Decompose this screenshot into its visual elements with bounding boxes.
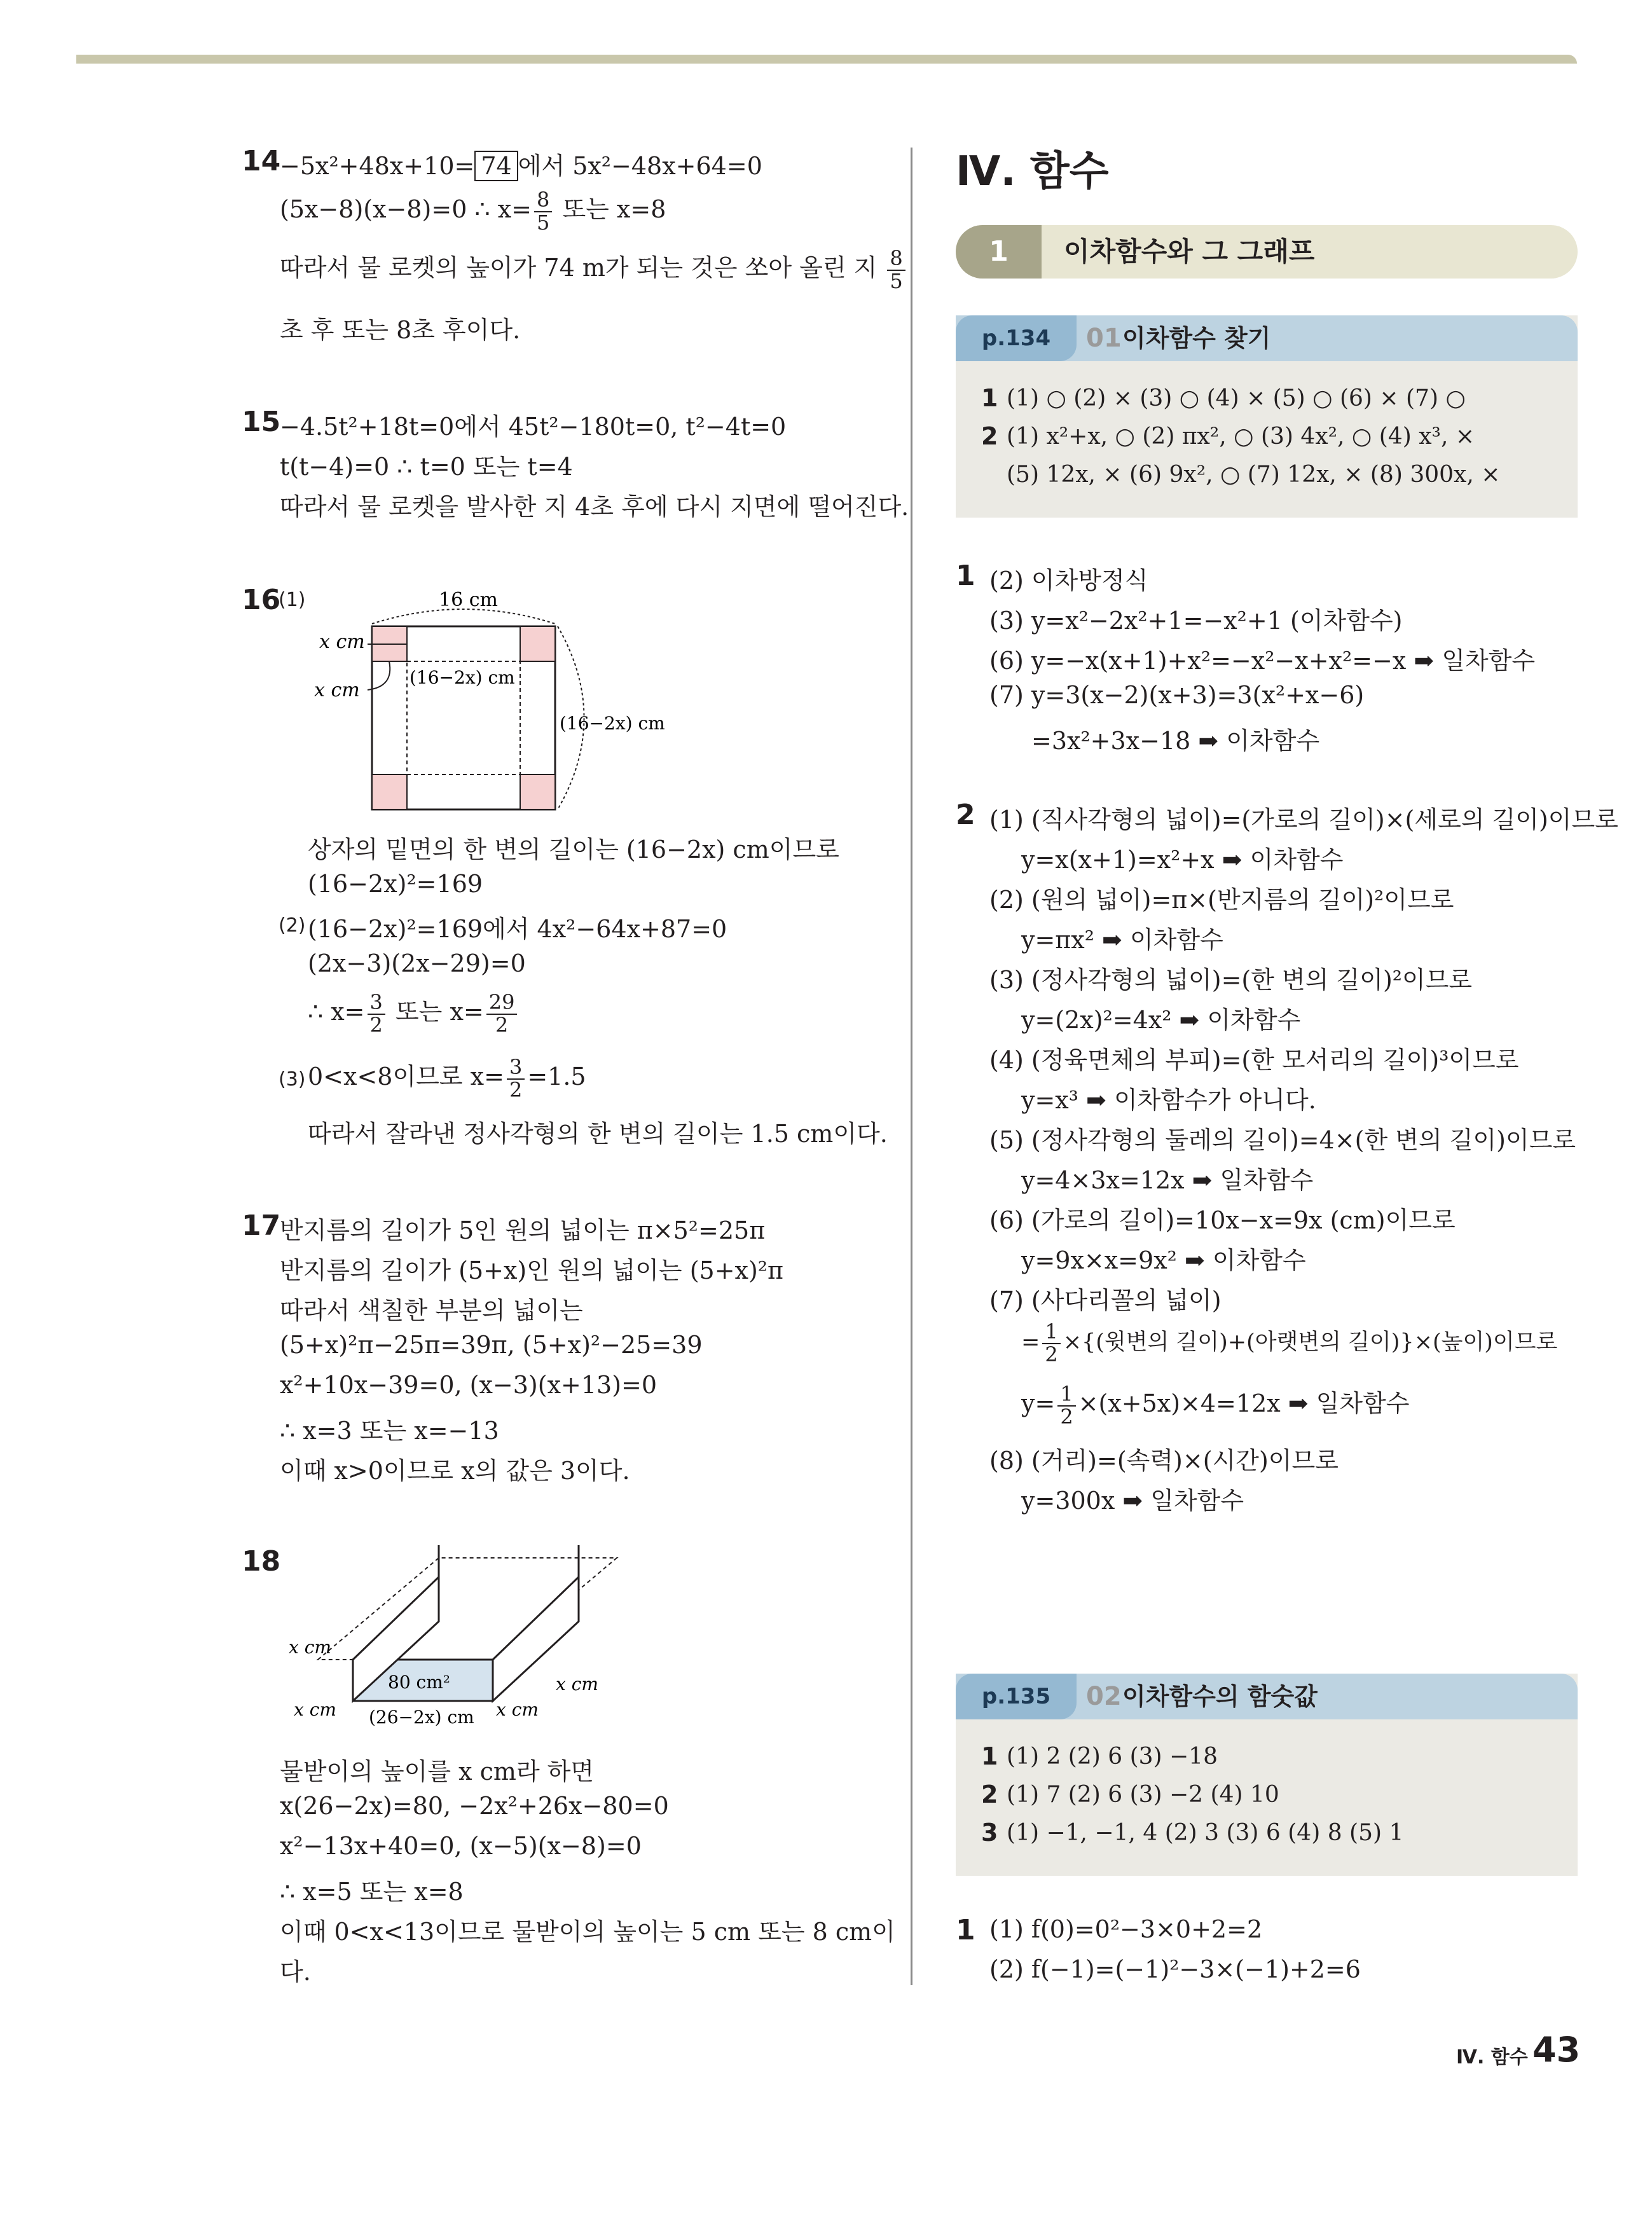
problem-15-number: 15 [242,406,281,438]
answer-box-01 [956,315,1578,518]
box2-r1-num: 1 [981,1742,998,1770]
answer-box-02-title: 이차함수의 함숫값 [1122,1683,1318,1710]
p14-line2 [280,189,666,233]
s2-line17: y=300x ➡ 일차함수 [1021,1487,1244,1515]
box1-r2-num: 2 [981,422,998,450]
box1-r1-num: 1 [981,384,998,412]
gutter-diagram [280,1545,636,1736]
label-bottom: (26−2x) cm [369,1707,474,1728]
s2-line10: y=4×3x=12x ➡ 일차함수 [1021,1166,1314,1194]
answer-box-02-num: 02 [1086,1682,1122,1711]
label-area: 80 cm² [388,1672,450,1693]
p15-line1: −4.5t²+18t=0에서 45t²−180t=0, t²−4t=0 [280,413,787,441]
p14-frac2-den: 5 [890,268,903,293]
s2-line4: y=πx² ➡ 이차함수 [1021,926,1223,954]
p16-frac1-den: 2 [369,1012,383,1037]
section-number: 1 [956,225,1042,279]
s2-frac1 [1042,1321,1060,1365]
answer-box-02-page: p.135 [956,1674,1077,1719]
s2-line15-a: y= [1021,1389,1056,1418]
solution-3-number: 1 [956,1914,975,1946]
box1-row1: (1) ○ (2) × (3) ○ (4) × (5) ○ (6) × (7) ○ [1007,385,1466,411]
s2-line15-b: ×(x+5x)×4=12x ➡ 일차함수 [1078,1389,1410,1418]
s2-line1: (1) (직사각형의 넓이)=(가로의 길이)×(세로의 길이)이므로 [989,806,1618,834]
p18-line1: 물받이의 높이를 x cm라 하면 [280,1758,595,1786]
s1-line1: (2) 이차방정식 [989,567,1148,595]
s1-line2: (3) y=x²−2x²+1=−x²+1 (이차함수) [989,607,1403,635]
p16-frac1 [368,992,385,1036]
p14-frac2 [887,248,905,292]
box2-row2: (1) 7 (2) 6 (3) −2 (4) 10 [1007,1782,1279,1808]
p18-line6: 다. [280,1958,311,1986]
top-decorative-bar [76,55,1577,64]
s2-line15 [1021,1384,1410,1428]
p14-line1-a: −5x²+48x+10= [280,152,475,180]
p16-frac2-num: 29 [486,992,518,1015]
box-net-diagram [305,582,665,817]
x-arrow-side [368,661,390,690]
s2-line13: (7) (사다리꼴의 넓이) [989,1286,1222,1314]
p16-sub3: (3) [279,1068,306,1091]
box2-row3: (1) −1, −1, 4 (2) 3 (3) 6 (4) 8 (5) 1 [1007,1820,1404,1846]
box2-row1: (1) 2 (2) 6 (3) −18 [1007,1744,1218,1770]
label-right-side: (16−2x) cm [560,713,665,734]
s2-frac2 [1057,1384,1075,1428]
label-xcm-1: x cm [319,631,365,653]
p16-line1: 상자의 밑면의 한 변의 길이는 (16−2x) cm이므로 [308,836,839,864]
s2-line14-b: ×{(윗변의 길이)+(아랫변의 길이)}×(높이)이므로 [1063,1330,1558,1356]
p16-line7: 따라서 잘라낸 정사각형의 한 변의 길이는 1.5 cm이다. [308,1120,888,1148]
p16-line3: (16−2x)²=169에서 4x²−64x+87=0 [308,915,727,943]
p17-line3: 따라서 색칠한 부분의 넓이는 [280,1297,583,1325]
p14-line4: 초 후 또는 8초 후이다. [280,316,521,344]
p14-line3-a: 따라서 물 로켓의 높이가 74 m가 되는 것은 쏘아 올린 지 [280,254,885,282]
s1-line4: (7) y=3(x−2)(x+3)=3(x²+x−6) [989,681,1365,709]
p16-line2: (16−2x)²=169 [308,870,483,898]
label-xcm-right-2: x cm [496,1699,539,1720]
p16-sub2: (2) [279,914,306,937]
problem-17-number: 17 [242,1209,281,1242]
p16-line4: (2x−3)(2x−29)=0 [308,949,526,977]
p14-frac1-den: 5 [537,210,550,235]
s2-line12: y=9x×x=9x² ➡ 이차함수 [1021,1246,1306,1274]
s2-line14 [1021,1321,1557,1365]
p17-line2: 반지름의 길이가 (5+x)인 원의 넓이는 (5+x)²π [280,1256,784,1284]
box1-row2: (1) x²+x, ○ (2) πx², ○ (3) 4x², ○ (4) x³, × [1007,423,1475,450]
p16-line6 [308,1057,586,1101]
section-bar [956,225,1578,279]
corner-square-bl [372,774,407,809]
s2-line3: (2) (원의 넓이)=π×(반지름의 길이)²이므로 [989,886,1454,914]
p14-line3 [280,248,908,292]
s2-line14-a: = [1021,1330,1040,1356]
s3-line2: (2) f(−1)=(−1)²−3×(−1)+2=6 [989,1955,1361,1983]
answer-box-02 [956,1674,1578,1876]
p16-line5-a: ∴ x= [308,998,365,1026]
s2-line16: (8) (거리)=(속력)×(시간)이므로 [989,1447,1339,1475]
p16-frac2 [486,992,518,1036]
p18-line3: x²−13x+40=0, (x−5)(x−8)=0 [280,1832,642,1860]
s1-line5: =3x²+3x−18 ➡ 이차함수 [1031,727,1320,755]
p14-frac2-num: 8 [887,248,905,271]
s2-line9: (5) (정사각형의 둘레의 길이)=4×(한 변의 길이)이므로 [989,1126,1576,1154]
footer-section: Ⅳ. 함수 [1456,2046,1528,2068]
problem-18-number: 18 [242,1545,281,1578]
s2-frac1-den: 2 [1045,1342,1058,1366]
p15-line2: t(t−4)=0 ∴ t=0 또는 t=4 [280,453,573,481]
answer-box-02-header [956,1674,1578,1719]
p14-line1-b: 에서 5x²−48x+64=0 [518,152,762,180]
label-inner-side: (16−2x) cm [410,667,515,688]
answer-box-01-page: p.134 [956,315,1077,361]
p14-line1 [280,146,762,181]
p16-line6-a: 0<x<8이므로 x= [308,1063,504,1091]
corner-square-tr [520,626,555,661]
label-xcm-2: x cm [314,679,360,701]
p16-frac1-num: 3 [368,992,385,1015]
p16-line5 [308,992,520,1036]
answer-box-01-num: 01 [1086,324,1122,353]
label-xcm-right-1: x cm [556,1674,598,1695]
p16-frac3 [507,1057,525,1101]
section-title: 이차함수와 그 그래프 [1064,236,1315,267]
p16-frac2-den: 2 [495,1012,509,1037]
p17-line5: x²+10x−39=0, (x−3)(x+13)=0 [280,1371,657,1399]
p18-line4: ∴ x=5 또는 x=8 [280,1878,464,1906]
problem-14-number: 14 [242,145,281,177]
p18-line5: 이때 0<x<13이므로 물받이의 높이는 5 cm 또는 8 cm이 [280,1918,895,1946]
top-brace [372,609,555,624]
s2-line5: (3) (정사각형의 넓이)=(한 변의 길이)²이므로 [989,966,1473,994]
answer-box-01-header [956,315,1578,361]
s2-line6: y=(2x)²=4x² ➡ 이차함수 [1021,1006,1301,1034]
s2-frac2-num: 1 [1057,1384,1075,1407]
label-16cm: 16 cm [439,589,498,611]
label-xcm-left-2: x cm [294,1699,336,1720]
corner-square-br [520,774,555,809]
s2-line2: y=x(x+1)=x²+x ➡ 이차함수 [1021,846,1344,874]
s2-line8: y=x³ ➡ 이차함수가 아니다. [1021,1086,1316,1114]
s2-frac2-den: 2 [1060,1404,1073,1429]
p14-line2-b: 또는 x=8 [554,195,666,224]
p17-line1: 반지름의 길이가 5인 원의 넓이는 π×5²=25π [280,1216,766,1244]
p17-line4: (5+x)²π−25π=39π, (5+x)²−25=39 [280,1331,703,1359]
box2-r3-num: 3 [981,1819,998,1847]
solution-2-number: 2 [956,799,975,831]
chapter-title: Ⅳ. 함수 [956,148,1109,195]
p17-line7: 이때 x>0이므로 x의 값은 3이다. [280,1457,630,1485]
s1-line3: (6) y=−x(x+1)+x²=−x²−x+x²=−x ➡ 일차함수 [989,647,1536,675]
p18-line2: x(26−2x)=80, −2x²+26x−80=0 [280,1792,669,1820]
s3-line1: (1) f(0)=0²−3×0+2=2 [989,1915,1263,1943]
s2-line7: (4) (정육면체의 부피)=(한 모서리의 길이)³이므로 [989,1046,1519,1074]
p16-line5-b: 또는 x= [387,998,484,1026]
p16-sub1: (1) [279,589,306,611]
box1-row3: (5) 12x, × (6) 9x², ○ (7) 12x, × (8) 300x, × [1007,462,1501,488]
box2-r2-num: 2 [981,1780,998,1808]
p14-answer-box: 74 [474,151,518,181]
solution-1-number: 1 [956,560,975,592]
page-number: 43 [1532,2030,1581,2070]
p14-frac1 [534,189,552,233]
problem-16-number: 16 [242,584,281,616]
p16-frac3-num: 3 [507,1057,525,1080]
column-divider [911,148,912,1985]
p16-line6-b: =1.5 [527,1063,586,1091]
p14-frac1-num: 8 [534,189,552,212]
p17-line6: ∴ x=3 또는 x=−13 [280,1417,499,1445]
s2-line11: (6) (가로의 길이)=10x−x=9x (cm)이므로 [989,1206,1456,1234]
p16-frac3-den: 2 [509,1077,523,1102]
s2-frac1-num: 1 [1042,1321,1060,1344]
p14-line2-a: (5x−8)(x−8)=0 ∴ x= [280,195,532,224]
answer-box-01-title: 이차함수 찾기 [1122,324,1271,352]
p15-line3: 따라서 물 로켓을 발사한 지 4초 후에 다시 지면에 떨어진다. [280,493,909,521]
label-xcm-left-1: x cm [289,1637,331,1658]
